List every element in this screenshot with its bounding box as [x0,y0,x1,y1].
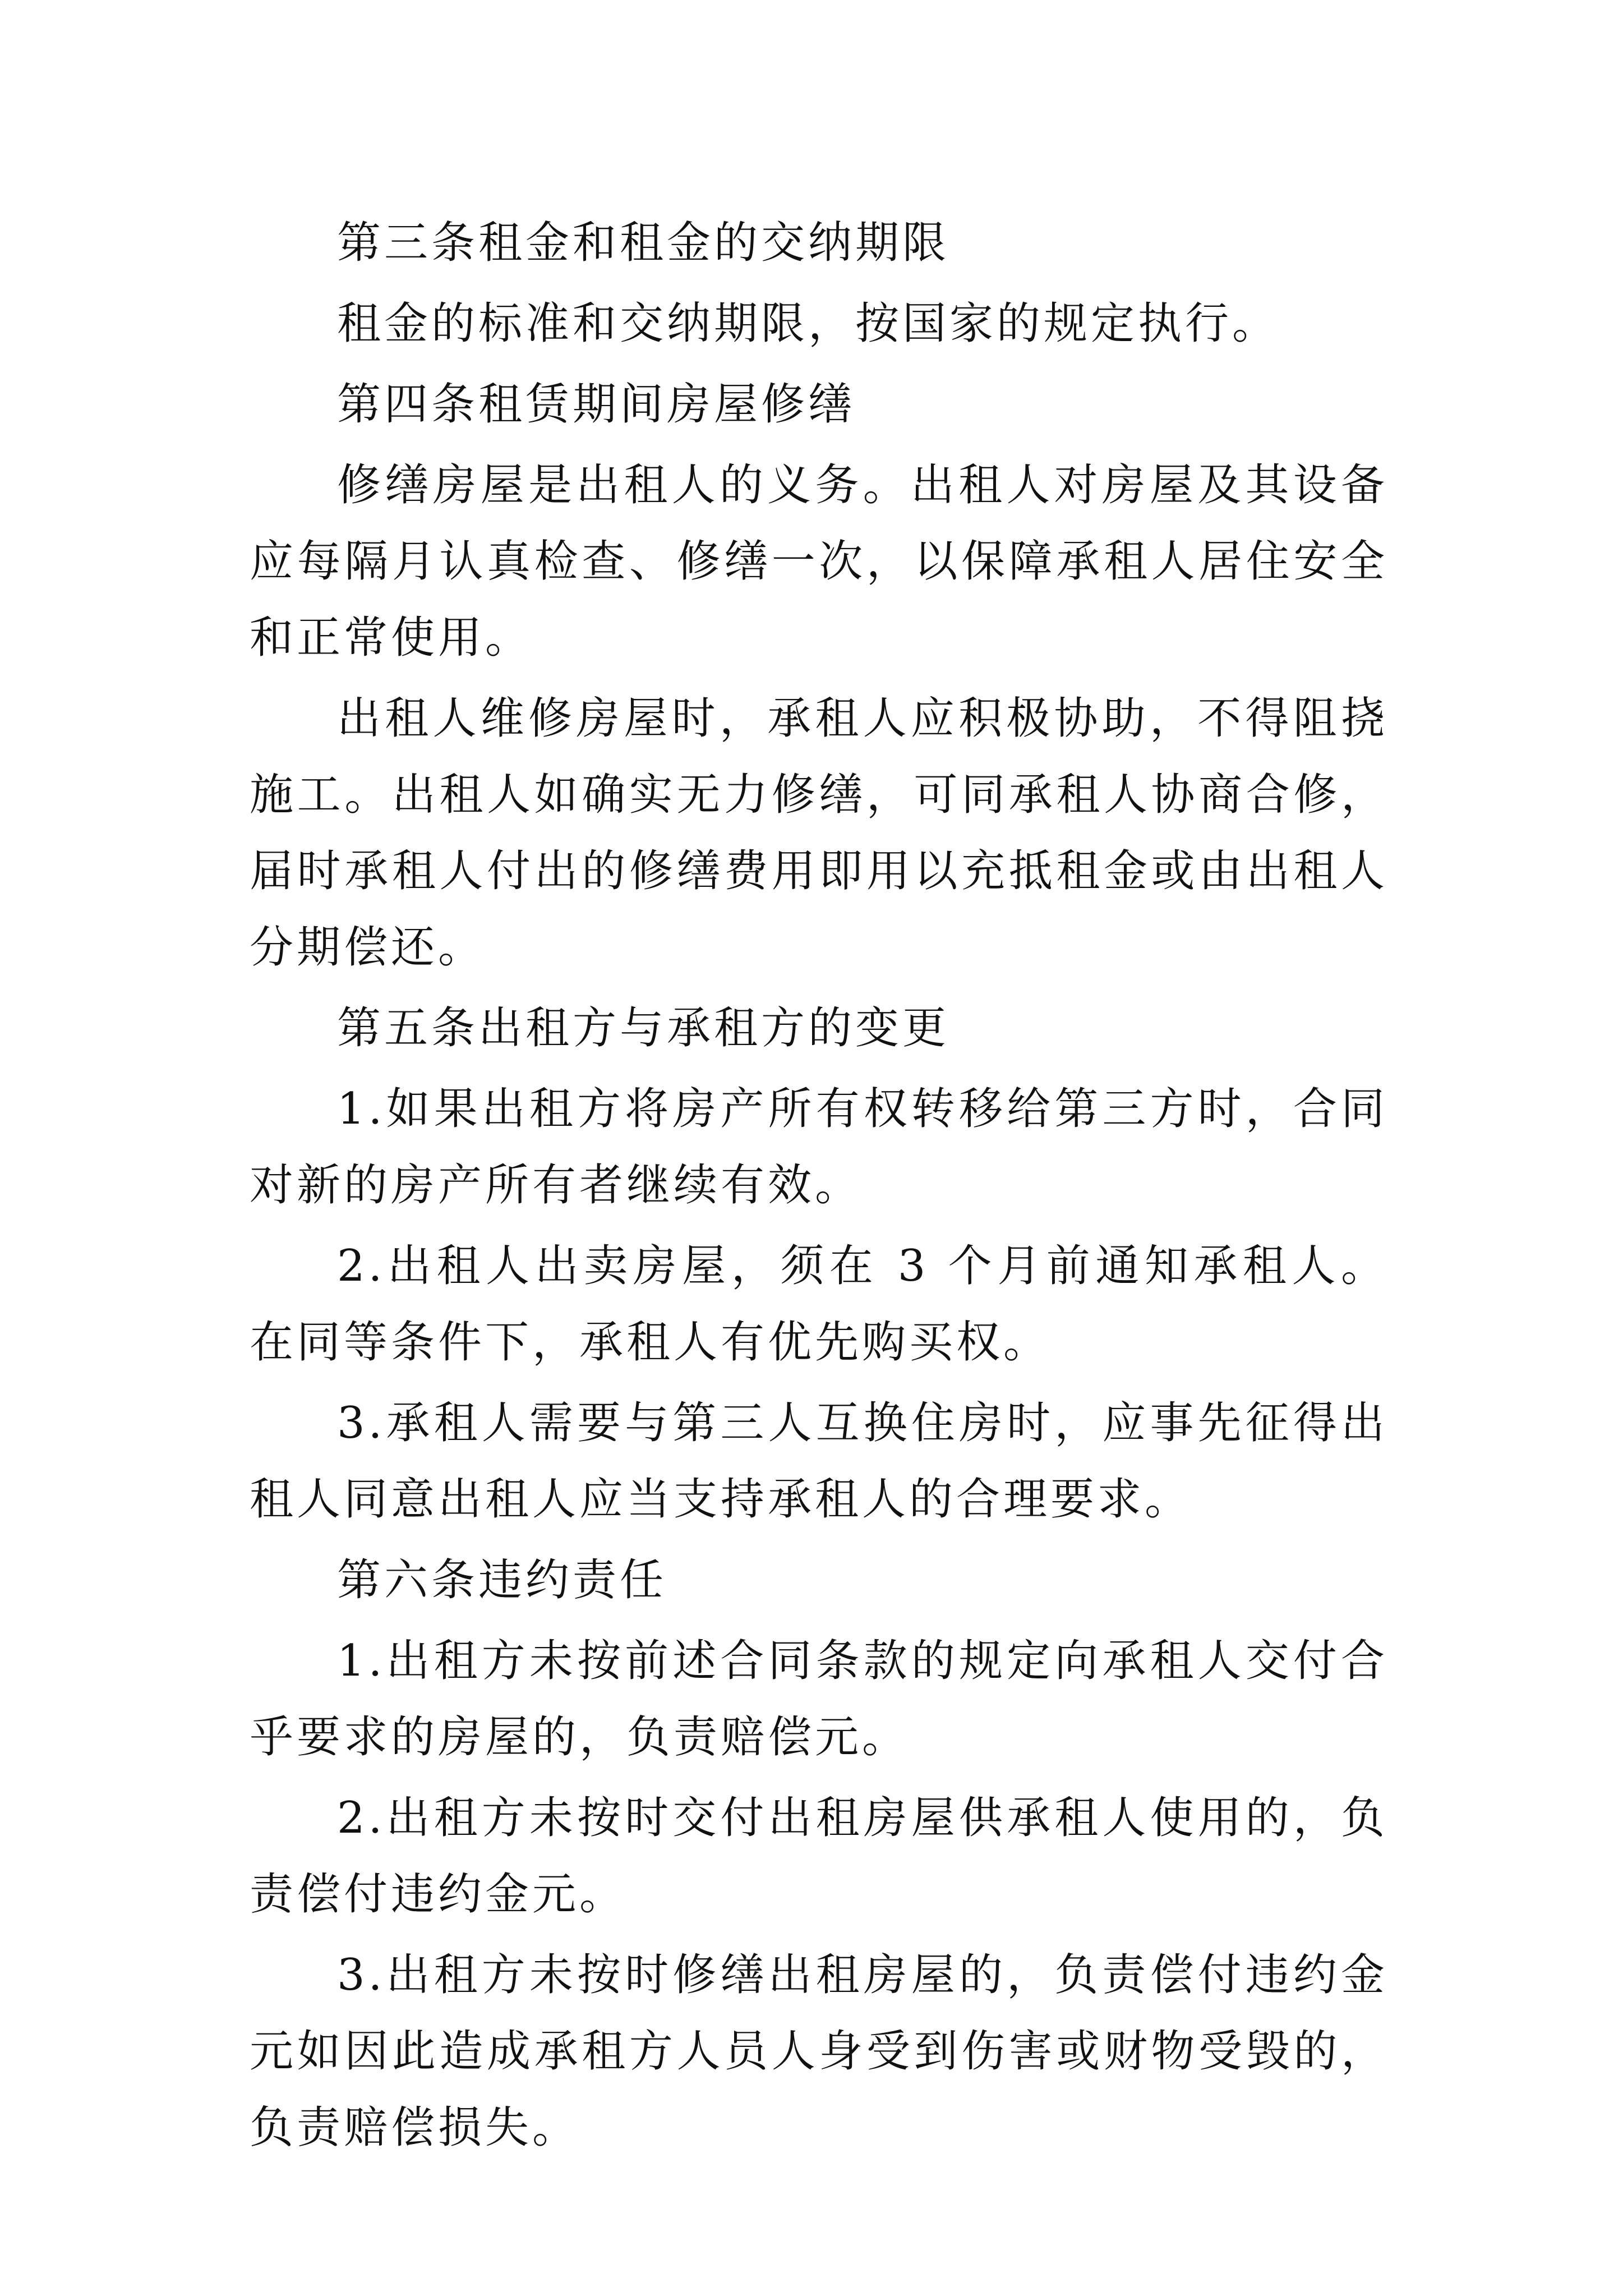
paragraph: 修缮房屋是出租人的义务。出租人对房屋及其设备应每隔月认真检查、修缮一次，以保障承租人居住安全和正常使用。 [250,460,1388,663]
list-item: 2.出租人出卖房屋，须在 3 个月前通知承租人。在同等条件下，承租人有优先购买权。 [250,1241,1388,1368]
paragraph: 出租人维修房屋时，承租人应积极协助，不得阻挠施工。出租人如确实无力修缮，可同承租人协商合修，届时承租人付出的修缮费用即用以充抵租金或由出租人分期偿还。 [250,693,1388,973]
document-page [250,205,1388,2170]
paragraph: 租金的标准和交纳期限，按国家的规定执行。 [337,298,1280,349]
list-item: 3.承租人需要与第三人互换住房时，应事先征得出租人同意出租人应当支持承租人的合理要求。 [250,1398,1388,1525]
clause-heading-6: 第六条违约责任 [337,1555,667,1605]
list-item: 1.出租方未按前述合同条款的规定向承租人交付合乎要求的房屋的，负责赔偿元。 [250,1636,1388,1763]
clause-heading-3: 第三条租金和租金的交纳期限 [337,218,950,268]
clause-heading-4: 第四条租赁期间房屋修缮 [337,379,856,430]
list-item: 2.出租方未按时交付出租房屋供承租人使用的，负责偿付违约金元。 [250,1793,1388,1920]
list-item: 3.出租方未按时修缮出租房屋的，负责偿付违约金元如因此造成承租方人员人身受到伤害或财物受毁的，负责赔偿损失。 [250,1950,1388,2153]
list-item: 1.如果出租方将房产所有权转移给第三方时，合同对新的房产所有者继续有效。 [250,1084,1388,1211]
clause-heading-5: 第五条出租方与承租方的变更 [337,1003,950,1053]
